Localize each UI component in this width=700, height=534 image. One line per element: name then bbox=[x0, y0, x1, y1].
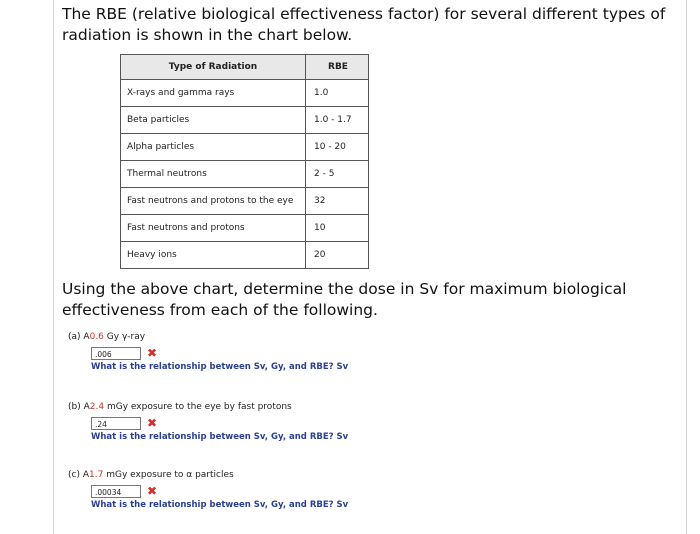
part-suffix: mGy exposure to the eye by fast protons bbox=[107, 402, 292, 412]
rbe-value-cell: 32 bbox=[306, 188, 369, 215]
table-row bbox=[121, 80, 369, 107]
part-prefix: A bbox=[83, 402, 90, 412]
part-suffix: mGy exposure to α particles bbox=[106, 470, 234, 480]
header-type-of-radiation: Type of Radiation bbox=[121, 55, 306, 80]
part-b bbox=[68, 402, 348, 442]
radiation-type-cell: Alpha particles bbox=[121, 134, 306, 161]
table-row bbox=[121, 188, 369, 215]
part-a bbox=[68, 332, 348, 372]
part-letter: (b) bbox=[68, 402, 81, 412]
intro-text: The RBE (relative biological effectiveness factor) for several different types of radiation is shown in the chart below. bbox=[62, 5, 666, 44]
table-row bbox=[121, 161, 369, 188]
part-letter: (a) bbox=[68, 332, 81, 342]
table-row bbox=[121, 107, 369, 134]
part-suffix: Gy γ-ray bbox=[106, 332, 146, 342]
part-b-prompt bbox=[68, 402, 348, 412]
hint-link-c[interactable]: What is the relationship between Sv, Gy, and RBE? Sv bbox=[91, 500, 349, 510]
radiation-type-cell: X-rays and gamma rays bbox=[121, 80, 306, 107]
rbe-table bbox=[120, 54, 369, 269]
rbe-value-cell: 1.0 bbox=[306, 80, 369, 107]
hint-link-a[interactable]: What is the relationship between Sv, Gy, and RBE? Sv bbox=[91, 362, 349, 372]
table-row bbox=[121, 215, 369, 242]
rbe-value-cell: 10 bbox=[306, 215, 369, 242]
rbe-value-cell: 20 bbox=[306, 242, 369, 269]
rbe-value-cell: 1.0 - 1.7 bbox=[306, 107, 369, 134]
radiation-type-cell: Heavy ions bbox=[121, 242, 306, 269]
rbe-value-cell: 10 - 20 bbox=[306, 134, 369, 161]
radiation-type-cell: Fast neutrons and protons to the eye bbox=[121, 188, 306, 215]
header-rbe: RBE bbox=[306, 55, 369, 80]
part-c bbox=[68, 470, 348, 510]
table-header-row bbox=[121, 55, 369, 80]
part-prefix: A bbox=[82, 470, 90, 480]
part-a-prompt bbox=[68, 332, 348, 342]
incorrect-x-icon: ✖ bbox=[147, 346, 158, 360]
part-prefix: A bbox=[83, 332, 90, 342]
part-c-prompt bbox=[68, 470, 348, 480]
table-row bbox=[121, 242, 369, 269]
part-value: 2.4 bbox=[89, 402, 105, 412]
part-letter: (c) bbox=[68, 470, 80, 480]
radiation-type-cell: Beta particles bbox=[121, 107, 306, 134]
answer-input-a[interactable]: .006 bbox=[91, 347, 141, 360]
question-text: Using the above chart, determine the dose in Sv for maximum biological effectiveness from each of the following. bbox=[62, 280, 627, 319]
table-row bbox=[121, 134, 369, 161]
hint-link-b[interactable]: What is the relationship between Sv, Gy, and RBE? Sv bbox=[91, 432, 349, 442]
part-value: 0.6 bbox=[89, 332, 104, 342]
answer-input-c[interactable]: .00034 bbox=[91, 485, 141, 498]
incorrect-x-icon: ✖ bbox=[147, 484, 158, 498]
radiation-type-cell: Thermal neutrons bbox=[121, 161, 306, 188]
part-value: 1.7 bbox=[89, 470, 104, 480]
answer-input-b[interactable]: .24 bbox=[91, 417, 141, 430]
incorrect-x-icon: ✖ bbox=[147, 416, 158, 430]
radiation-type-cell: Fast neutrons and protons bbox=[121, 215, 306, 242]
rbe-value-cell: 2 - 5 bbox=[306, 161, 369, 188]
